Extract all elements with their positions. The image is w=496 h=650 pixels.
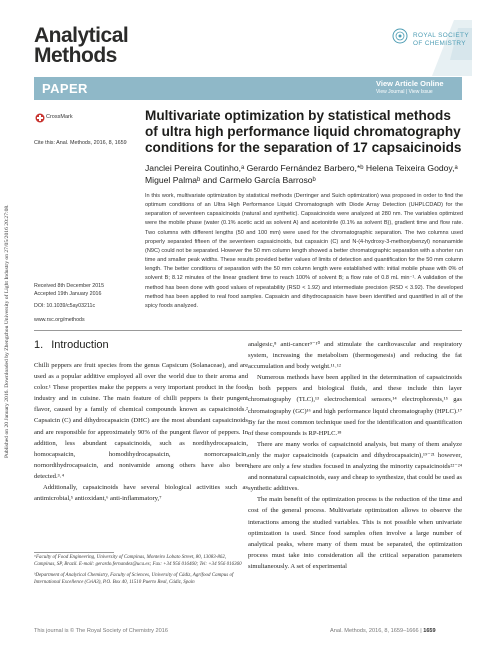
publisher-line2: OF CHEMISTRY: [413, 40, 466, 47]
abstract: In this work, multivariate optimization by statistical methods (Derringer and Suich optimization) was proposed in order to find the optimum conditions of an Ultra High Performance Liquid Chromatograph with Diode Array Detection (UHPLCDAD) for the separation of seventeen capsaicinoids (natural and synthetic). Capsaicinoids were analyzed at 280 nm. The variables optimized were the mobile phase (water (0.1% acetic acid as solvent A) and acetonitrile (0.1% as solvent B)), gradient time and flow rate. Two columns with different lengths (50 and 100 mm) were used for the chromatographic separation. The two columns used properly separated fifteen of the seventeen capsaicinoids, but capsaicin (C) and N-(4-hydroxy-3-methoxybenzyl) nonanamide (N9C) could not be separated. However the 50 mm column length showed a better chromatographic separation with a shorter run time and smaller peak widths. These results provided better values of limits of detection and quantification for the 50 mm column length. The better conditions of separation with the 50 mm column length were established with: initial mobile phase with 0% of solvent B; 8.12 minutes of the linear gradient time to reach 100% of solvent B; a flow rate of 0.8 mL min⁻¹. A validation of the method has been done with good values of repeatability (RSD < 1.92) and intermediate precision (RSD < 3.92). The developed method has been applied to real food samples. Capsaicin and dihydrocapsaicin have been identified and quantified in all of the spicy foods analyzed.: [145, 193, 463, 309]
doi[interactable]: DOI: 10.1039/c5ay03211c: [34, 303, 96, 309]
footer-citation: Anal. Methods, 2016, 8, 1659–1666: [330, 628, 419, 634]
view-article-online-link[interactable]: View Article Online: [376, 79, 444, 88]
footnote-divider: [34, 552, 114, 553]
body-paragraph: analgesic,⁸ anti-cancer⁹⁻¹⁰ and stimulate the cardiovascular and respiratory system, increasing the metabolism (thermogenesis) and reducing the fat accumulation and body weight.¹¹˒¹²: [248, 341, 462, 371]
section-number: 1.: [34, 339, 44, 351]
copyright-footer: This journal is © The Royal Society of Chemistry 2016: [34, 628, 168, 634]
section-heading: [34, 339, 109, 351]
rsc-logo-icon: [392, 20, 472, 76]
affiliation-footnotes: [34, 554, 248, 590]
article-type-label: PAPER: [42, 81, 88, 96]
body-paragraph: Numerous methods have been applied in the determination of capsaicinoids in both peppers and biological fluids, and these include thin layer chromatography (TLC),¹³ electrochemical sensors,¹⁴ electrophoresis,¹⁵ gas chromatography (GC)¹⁶ and high performance liquid chromatography (HPLC).¹⁷ By far the most common technique used for the identification and quantification of these compounds is RP-HPLC.¹⁸: [248, 374, 462, 437]
body-column-left: [34, 360, 248, 504]
body-column-right: [248, 339, 462, 572]
abstract-divider: [34, 330, 462, 331]
body-paragraph: Additionally, capsaicinoids have several biological activities such as antimicrobial,⁵ antioxidant,⁶ anti-inflammatory,⁷: [34, 484, 248, 503]
body-paragraph: There are many works of capsaicinoid analysis, but many of them analyze only the major capsaicinoids (capsaicin and dihydrocapsaicin),¹⁹⁻²¹ however, there are only a few studies focused in analyzing the minority capsaicinoids²²⁻²⁴ and nonnatural capsaicinoids, easy and cheap to synthesize, that could be used as synthetic additives.: [248, 440, 462, 493]
footnote-affiliation-b: ᵇDepartment of Analytical Chemistry, Faculty of Sciences, University of Cádiz, Agrifood Campus of International Excellence (CeiA3), P.O. Box 40, 11510 Puerto Real, Cádiz, Spain: [34, 572, 234, 586]
publication-note: [4, 98, 14, 458]
view-journal-issue-links[interactable]: View Journal | View Issue: [376, 89, 433, 95]
body-paragraph: The main benefit of the optimization process is the reduction of the time and cost of the general process. Multivariate optimization allows to observe the interactions among the studied variables. This is not possible when univariate optimization is used. Since food samples often involve a large number of analytical peaks, where many of them must be separated, the optimization process must take into consideration all the critical separation parameters simultaneously. A set of experimental: [248, 496, 462, 570]
page-footer: Anal. Methods, 2016, 8, 1659–1666 | 1659: [330, 628, 436, 634]
accepted-date: Accepted 19th January 2016: [34, 291, 102, 297]
citation: Cite this: Anal. Methods, 2016, 8, 1659: [34, 140, 127, 146]
crossmark-label[interactable]: CrossMark: [46, 114, 73, 120]
publisher-name: [413, 32, 469, 48]
body-paragraph: Chilli peppers are fruit species from the genus Capsicum (Solanaceae), and are used as a popular additive employed all over the world due to their aroma and color.¹ These properties make the peppers a very important product in the food industry and in cuisine. The main feature of chilli peppers is their pungent flavor, caused by a family of chemical compounds known as capsaicinoids.² Capsaicin (C) and dihydrocapsaicin (DHC) are the most abundant capsaicinoids and are responsible for approximately 90% of the pungent flavor of peppers. In addition, less abundant capsaicinoids, such as nordihydrocapsaicin, homocapsaicin, homodihydrocapsaicin, nornorcapsaicin, nornordihydrocapsaicin, and nonivamide among others have also been detected.³˒⁴: [34, 362, 248, 480]
journal-title-line2: Methods: [34, 44, 117, 67]
section-title: Introduction: [51, 339, 109, 351]
footnote-affiliation-a: ᵃFaculty of Food Engineering, University of Campinas, Monteiro Lobato Street, 80, 13083-862, Campinas, SP, Brazil. E-mail: gerardo.fernandez@uca.es; Fax: +34 956 016460; Tel: +34 956 016360: [34, 555, 242, 568]
publication-note-text: Published on 20 January 2016. Downloaded by Zhengzhou University of Light Industry on 27/05/2016 20:27:08.: [4, 204, 10, 458]
journal-website[interactable]: www.rsc.org/methods: [34, 317, 85, 323]
journal-title-line1: Analytical: [34, 24, 129, 47]
publisher-line1: ROYAL SOCIETY: [413, 32, 469, 39]
received-date: Received 8th December 2015: [34, 283, 105, 289]
journal-title: [34, 26, 128, 66]
page-number: 1659: [423, 628, 436, 634]
author-list: Janclei Pereira Coutinho,ᵃ Gerardo Fernández Barbero,*ᵇ Helena Teixeira Godoy,ᵃ Miguel Palmaᵇ and Carmelo García Barrosoᵇ: [145, 163, 458, 185]
article-title: Multivariate optimization by statistical methods of ultra high performance liquid chromatography conditions for the separation of 17 capsaicinoids: [145, 108, 462, 155]
